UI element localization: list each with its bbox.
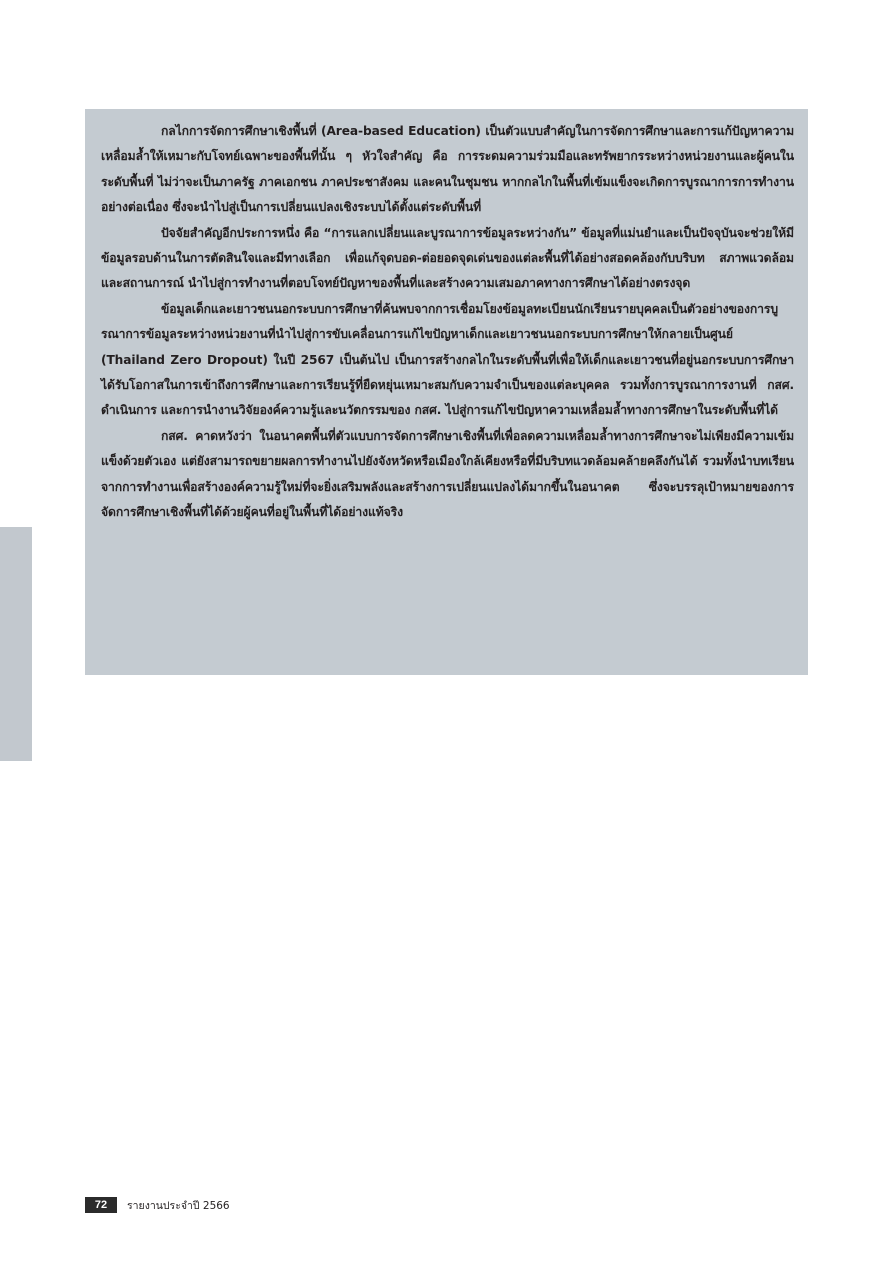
side-tab-marker xyxy=(0,527,32,761)
page-number: 72 xyxy=(85,1197,117,1213)
paragraph-data-exchange: ปัจจัยสำคัญอีกประการหนึ่ง คือ “การแลกเปลี่ยนและบูรณาการข้อมูลระหว่างกัน” ข้อมูลที่แม่นยำและเป็นปัจจุบันจะช่วยให้มีข้อมูลรอบด้านในการตัดสินใจและมีทางเลือก เพื่อแก้จุดบอด-ต่อยอดจุดเด่นของแต่ละพื้นที่ได้อย่างสอดคล้องกับบริบท สภาพแวดล้อม และสถานการณ์ นำไปสู่การทำงานที่ตอบโจทย์ปัญหาของพื้นที่และสร้างความเสมอภาคทางการศึกษาได้อย่างตรงจุด xyxy=(101,225,794,291)
paragraph-area-based-education: กลไกการจัดการศึกษาเชิงพื้นที่ (Area-based Education) เป็นตัวแบบสำคัญในการจัดการศึกษาและการแก้ปัญหาความเหลื่อมล้ำให้เหมาะกับโจทย์เฉพาะของพื้นที่นั้น ๆ หัวใจสำคัญ คือ การระดมความร่วมมือและทรัพยากรระหว่างหน่วยงานและผู้คนในระดับพื้นที่ ไม่ว่าจะเป็นภาครัฐ ภาคเอกชน ภาคประชาสังคม และคนในชุมชน หากกลไกในพื้นที่เข้มแข็งจะเกิดการบูรณาการการทำงานอย่างต่อเนื่อง ซึ่งจะนำไปสู่เป็นการเปลี่ยนแปลงเชิงระบบได้ตั้งแต่ระดับพื้นที่ xyxy=(101,124,794,215)
paragraph-future-expectations: กสศ. คาดหวังว่า ในอนาคตพื้นที่ตัวแบบการจัดการศึกษาเชิงพื้นที่เพื่อลดความเหลื่อมล้ำทางการศึกษาจะไม่เพียงมีความเข้มแข็งด้วยตัวเอง แต่ยังสามารถขยายผลการทำงานไปยังจังหวัดหรือเมืองใกล้เคียงหรือที่มีบริบทแวดล้อมคล้ายคลึงกันได้ รวมทั้งนำบทเรียนจากการทำงานเพื่อสร้างองค์ความรู้ใหม่ที่จะยิ่งเสริมพลังและสร้างการเปลี่ยนแปลงได้มากขึ้นในอนาคต ซึ่งจะบรรลุเป้าหมายของการจัดการศึกษาเชิงพื้นที่ได้ด้วยผู้คนที่อยู่ในพื้นที่ได้อย่างแท้จริง xyxy=(101,428,794,520)
report-title: รายงานประจำปี 2566 xyxy=(127,1199,230,1212)
highlight-text-box xyxy=(85,109,808,675)
page-footer xyxy=(85,1197,230,1213)
paragraph-zero-dropout: ข้อมูลเด็กและเยาวชนนอกระบบการศึกษาที่ค้นพบจากการเชื่อมโยงข้อมูลทะเบียนนักเรียนรายบุคคลเป็นตัวอย่างของการบูรณาการข้อมูลระหว่างหน่วยงานที่นำไปสู่การขับเคลื่อนการแก้ไขปัญหาเด็กและเยาวชนนอกระบบการศึกษาให้กลายเป็นศูนย์ (Thailand Zero Dropout) ในปี 2567 เป็นต้นไป เป็นการสร้างกลไกในระดับพื้นที่เพื่อให้เด็กและเยาวชนที่อยู่นอกระบบการศึกษาได้รับโอกาสในการเข้าถึงการศึกษาและการเรียนรู้ที่ยืดหยุ่นเหมาะสมกับความจำเป็นของแต่ละบุคคล รวมทั้งการบูรณาการงานที่ กสศ. ดำเนินการ และการนำงานวิจัยองค์ความรู้และนวัตกรรมของ กสศ. ไปสู่การแก้ไขปัญหาความเหลื่อมล้ำทางการศึกษาในระดับพื้นที่ได้ xyxy=(101,301,794,418)
